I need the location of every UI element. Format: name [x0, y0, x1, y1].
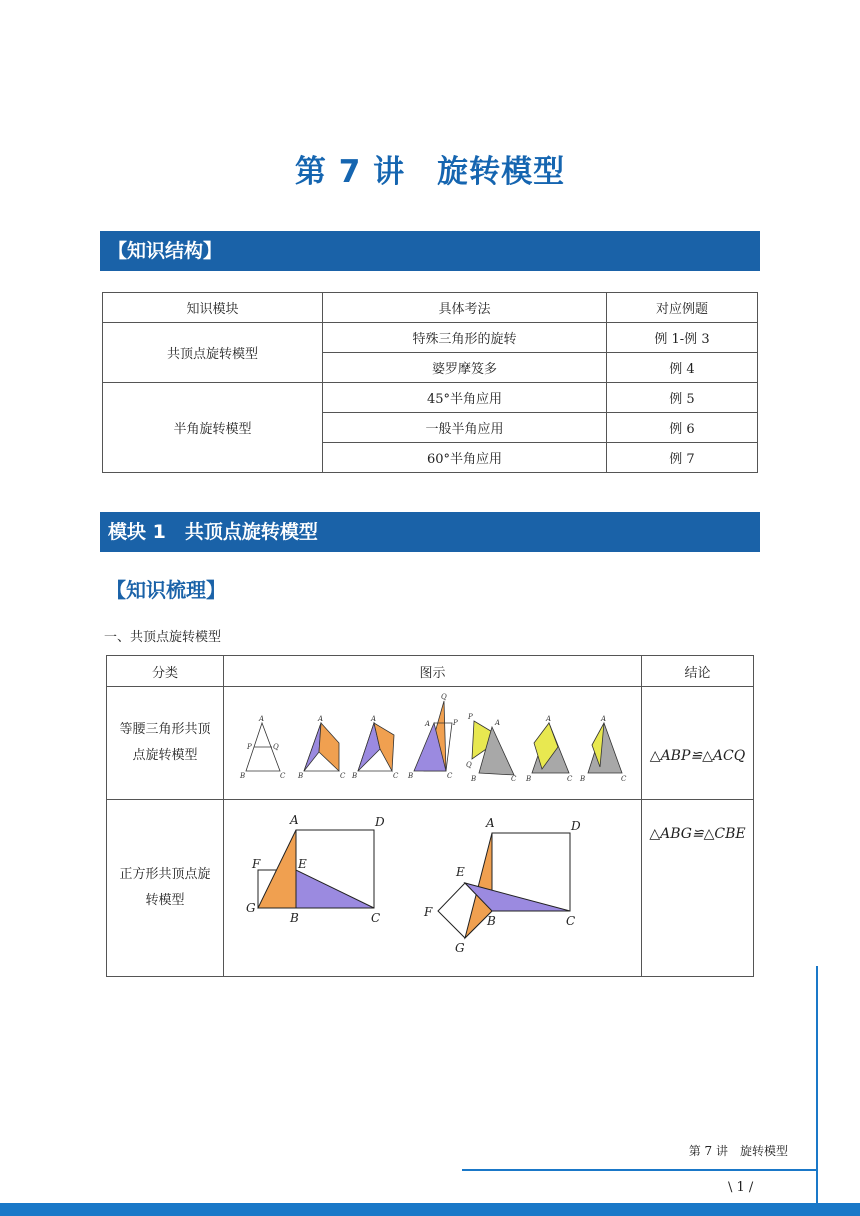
label-c: C: [511, 775, 517, 783]
label-c: C: [447, 772, 453, 780]
table-row: [107, 687, 754, 800]
footer-line: [462, 1169, 818, 1171]
triangle-figure-4: [414, 701, 452, 771]
label-e: E: [298, 857, 307, 871]
label-c: C: [340, 772, 346, 780]
label-b: B: [240, 772, 246, 780]
footer-bar: [0, 1203, 860, 1216]
triangle-figure-7: [588, 723, 622, 773]
figure-cell: [224, 687, 642, 800]
section-banner-structure: 【知识结构】: [100, 231, 760, 271]
triangle-figure-6: [532, 723, 569, 773]
conclusion-cell: △ABP≌△ACQ: [642, 687, 754, 800]
table-row: [103, 383, 758, 413]
category-cell: 等腰三角形共顶点旋转模型: [107, 687, 224, 800]
example-cell: 例 7: [607, 443, 758, 473]
table-header-row: [107, 656, 754, 687]
label-a: A: [486, 816, 495, 830]
table-row: [107, 800, 754, 977]
table-header-row: [103, 293, 758, 323]
header-cell: 结论: [642, 656, 754, 687]
label-a: A: [546, 715, 552, 723]
method-cell: 婆罗摩笈多: [323, 353, 607, 383]
label-c: C: [280, 772, 286, 780]
example-cell: 例 4: [607, 353, 758, 383]
triangle-figure-3: [358, 723, 394, 771]
example-cell: 例 5: [607, 383, 758, 413]
label-p: P: [453, 719, 458, 727]
label-c: C: [621, 775, 627, 783]
label-a: A: [371, 715, 377, 723]
label-b: B: [471, 775, 477, 783]
label-f: F: [252, 857, 261, 871]
header-cell: 图示: [224, 656, 642, 687]
method-cell: 60°半角应用: [323, 443, 607, 473]
label-a: A: [425, 720, 431, 728]
method-cell: 45°半角应用: [323, 383, 607, 413]
table-row: [103, 323, 758, 353]
square-figure-1: [258, 830, 374, 908]
label-p: P: [468, 713, 473, 721]
label-c: C: [566, 914, 576, 928]
label-a: A: [290, 813, 299, 827]
triangle-figure-5: [472, 721, 514, 775]
label-q: Q: [441, 693, 447, 701]
label-b: B: [487, 914, 496, 928]
label-a: A: [259, 715, 265, 723]
label-b: B: [290, 911, 299, 925]
label-a: A: [318, 715, 324, 723]
section-banner-module1: 模块 1 共顶点旋转模型: [100, 512, 760, 552]
method-cell: 一般半角应用: [323, 413, 607, 443]
label-b: B: [580, 775, 586, 783]
label-f: F: [424, 905, 433, 919]
module-cell: 共顶点旋转模型: [103, 323, 323, 383]
page-number: \ 1 /: [728, 1180, 754, 1195]
label-g: G: [455, 941, 465, 955]
page-title: 第 7 讲 旋转模型: [294, 154, 566, 190]
label-a: A: [601, 715, 607, 723]
conclusion-cell: △ABG≌△CBE: [642, 800, 754, 977]
example-cell: 例 1-例 3: [607, 323, 758, 353]
label-a: A: [495, 719, 501, 727]
example-cell: 例 6: [607, 413, 758, 443]
header-cell: 分类: [107, 656, 224, 687]
square-figures: [224, 800, 641, 972]
label-b: B: [298, 772, 304, 780]
label-c: C: [393, 772, 399, 780]
header-cell: 知识模块: [103, 293, 323, 323]
label-q: Q: [273, 743, 279, 751]
label-q: Q: [466, 761, 472, 769]
header-cell: 具体考法: [323, 293, 607, 323]
intro-text: 一、共顶点旋转模型: [104, 630, 222, 645]
method-cell: 特殊三角形的旋转: [323, 323, 607, 353]
label-d: D: [571, 819, 581, 833]
footer-title: 第 7 讲 旋转模型: [688, 1144, 788, 1158]
label-d: D: [375, 815, 385, 829]
category-cell: 正方形共顶点旋转模型: [107, 800, 224, 977]
header-cell: 对应例题: [607, 293, 758, 323]
triangle-figure-2: [304, 723, 339, 771]
label-c: C: [567, 775, 573, 783]
triangle-figures: [224, 687, 641, 795]
label-b: B: [408, 772, 414, 780]
label-b: B: [526, 775, 532, 783]
label-c: C: [371, 911, 381, 925]
label-b: B: [352, 772, 358, 780]
square-figure-2: [438, 833, 570, 938]
label-g: G: [246, 901, 256, 915]
structure-table: [102, 292, 758, 473]
label-p: P: [247, 743, 252, 751]
label-e: E: [456, 865, 465, 879]
figure-cell: [224, 800, 642, 977]
model-table: [106, 655, 754, 977]
sub-heading: 【知识梳理】: [106, 578, 226, 602]
module-cell: 半角旋转模型: [103, 383, 323, 473]
